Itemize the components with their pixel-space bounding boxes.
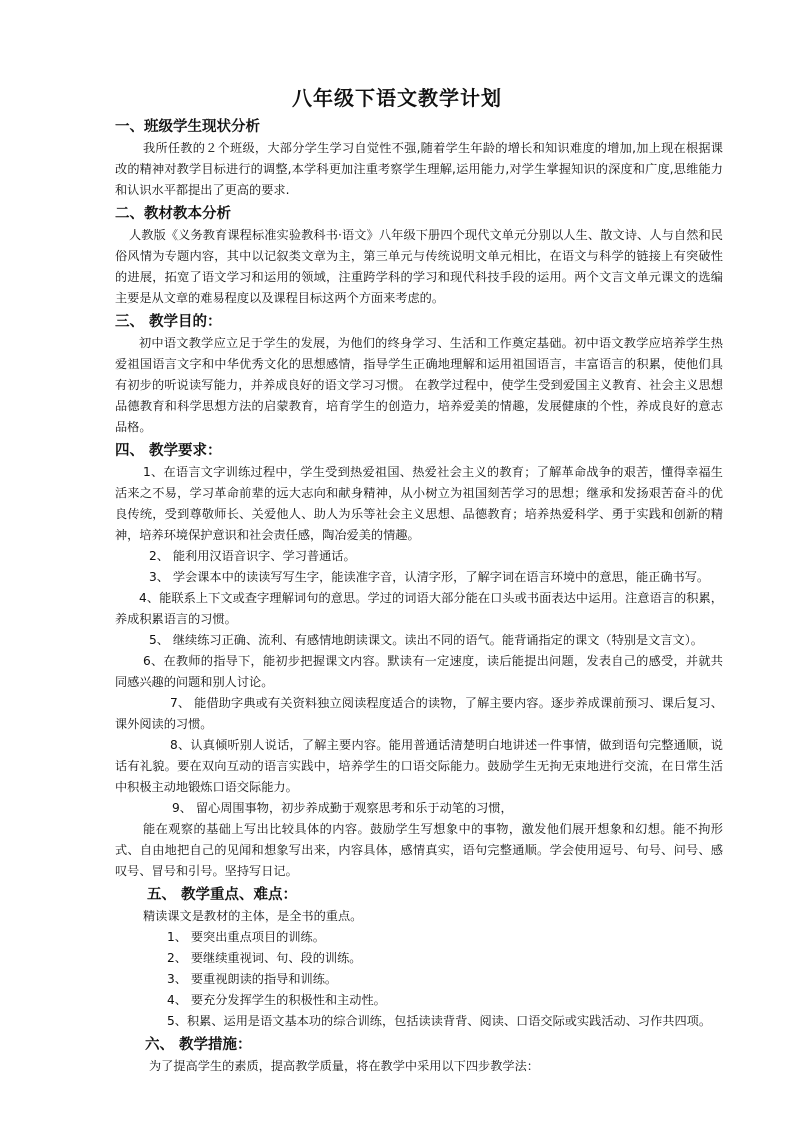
- paragraph-textbook-analysis: 人教版《义务教育课程标准实验教科书·语文》八年级下册四个现代文单元分别以人生、散文诗、人与自然和民俗风情为专题内容，其中以记叙类文章为主，第三单元与传统说明文单元相比，在语文与科学的链接上有突破性的进展，拓宽了语文学习和运用的领域，注重跨学科的学习和现代科技手段的运用。两个文言文单元课文的选编主要是从文章的难易程度以及课程目标这两个方面来考虑的。: [115, 228, 723, 305]
- paragraph-class-analysis: 我所任教的２个班级，大部分学生学习自觉性不强,随着学生年龄的增长和知识难度的增加,加上现在根据课改的精神对教学目标进行的调整,本学科更加注重考察学生理解,运用能力,对学生掌握知识的深度和广度,思维能力和认识水平都提出了更高的要求.: [115, 141, 723, 197]
- heading-teaching-purpose: 三、 教学目的：: [115, 314, 222, 330]
- requirement-item-4: 4、能联系上下文或查字理解词句的意思。学过的词语大部分能在口头或书面表达中运用。注意语言的积累，养成积累语言的习惯。: [115, 591, 723, 626]
- key-point-item-3: 3、 要重视朗读的指导和训练。: [167, 972, 338, 986]
- heading-teaching-requirements: 四、 教学要求：: [115, 443, 222, 459]
- requirement-item-9-continued: 能在观察的基础上写出比较具体的内容。鼓励学生写想象中的事物，激发他们展开想象和幻想。能不拘形式、自由地把自己的见闻和想象写出来，内容具体，感情真实，语句完整通顺。学会使用逗号、句号、问号、感叹号、冒号和引号。坚持写日记。: [115, 822, 723, 878]
- requirement-item-6: 6、在教师的指导下，能初步把握课文内容。默读有一定速度，读后能提出问题，发表自己的感受，并就共同感兴趣的问题和别人讨论。: [115, 654, 723, 689]
- document-body: [115, 117, 723, 1077]
- heading-class-analysis: 一、班级学生现状分析: [115, 119, 260, 135]
- key-points-intro: 精读课文是教材的主体，是全书的重点。: [143, 909, 363, 923]
- requirement-item-1: 1、在语言文字训练过程中，学生受到热爱祖国、热爱社会主义的教育；了解革命战争的艰苦，懂得幸福生活来之不易，学习革命前辈的远大志向和献身精神，从小树立为祖国刻苦学习的思想；继承和发扬艰苦奋斗的优良传统，受到尊敬师长、关爱他人、助人为乐等社会主义思想、品德教育；培养热爱科学、勇于实践和创新的精神，培养环境保护意识和社会责任感，陶冶爱美的情趣。: [115, 465, 723, 542]
- heading-teaching-measures: 六、 教学措施：: [145, 1037, 252, 1053]
- document-title: 八年级下语文教学计划: [292, 86, 502, 110]
- requirement-item-2: 2、 能利用汉语音识字、学习普通话。: [149, 549, 356, 563]
- requirement-item-3: 3、 学会课本中的读读写写生字，能读准字音，认清字形，了解字词在语言环境中的意思，能正确书写。: [149, 570, 710, 584]
- paragraph-teaching-purpose: 初中语文教学应立足于学生的发展，为他们的终身学习、生活和工作奠定基础。初中语文教学应培养学生热爱祖国语言文字和中华优秀文化的思想感情，指导学生正确地理解和运用祖国语言，丰富语言的积累，使他们具有初步的听说读写能力，并养成良好的语文学习习惯。 在教学过程中，使学生受到爱国主义教育、社会主义思想品德教育和科学思想方法的启蒙教育，培育学生的创造力，培养爱美的情趣，发展健康的个性，养成良好的意志品格。: [115, 336, 723, 434]
- requirement-item-9: 9、 留心周围事物，初步养成勤于观察思考和乐于动笔的习惯，: [172, 801, 513, 815]
- key-point-item-2: 2、 要继续重视词、句、段的训练。: [167, 951, 362, 965]
- requirement-item-5: 5、 继续练习正确、流利、有感情地朗读课文。读出不同的语气。能背诵指定的课文（特别是文言文）。: [149, 633, 703, 647]
- key-point-item-5: 5、积累、运用是语文基本功的综合训练，包括读读背背、阅读、口语交际或实践活动、习作共四项。: [167, 1014, 712, 1028]
- key-point-item-4: 4、 要充分发挥学生的积极性和主动性。: [167, 993, 386, 1007]
- requirement-item-8: 8、认真倾听别人说话，了解主要内容。能用普通话清楚明白地讲述一件事情，做到语句完整通顺，说话有礼貌。要在双向互动的语言实践中，培养学生的口语交际能力。鼓励学生无拘无束地进行交流，在日常生活中积极主动地锻炼口语交际能力。: [115, 738, 723, 794]
- requirement-item-7: 7、 能借助字典或有关资料独立阅读程度适合的读物，了解主要内容。逐步养成课前预习、课后复习、课外阅读的习惯。: [115, 696, 723, 731]
- teaching-measures-intro: 为了提高学生的素质，提高教学质量，将在教学中采用以下四步教学法：: [149, 1059, 539, 1073]
- heading-key-points: 五、 教学重点、难点：: [147, 887, 298, 903]
- heading-textbook-analysis: 二、教材教本分析: [115, 206, 231, 222]
- key-point-item-1: 1、 要突出重点项目的训练。: [167, 930, 325, 944]
